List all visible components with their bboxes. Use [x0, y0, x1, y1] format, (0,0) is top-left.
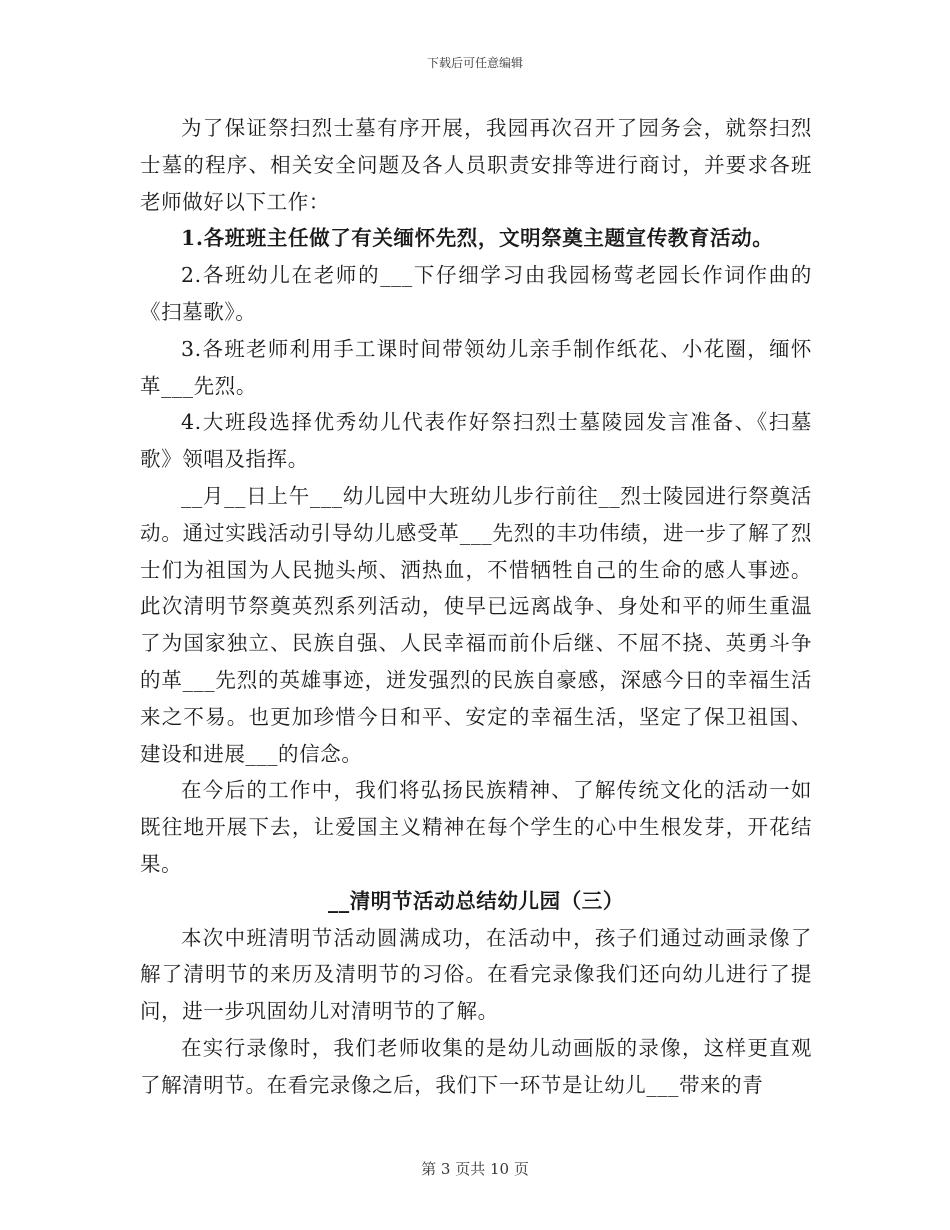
list-item-1: 1.各班班主任做了有关缅怀先烈，文明祭奠主题宣传教育活动。 [181, 226, 774, 251]
paragraph-video: 在实行录像时，我们老师收集的是幼儿动画版的录像，这样更直观了解清明节。在看完录像之后，我们下一环节是让幼儿___带来的青 [140, 1035, 812, 1097]
page-header: 下载后可任意编辑 [426, 56, 523, 70]
page-footer: 第 3 页共 10 页 [421, 1160, 529, 1178]
document-body [140, 110, 812, 1104]
paragraph-preparation: 为了保证祭扫烈士墓有序开展，我园再次召开了园务会，就祭扫烈士墓的程序、相关安全问题及各人员职责安排等进行商讨，并要求各班老师做好以下工作： [140, 116, 812, 214]
paragraph-summary: 本次中班清明节活动圆满成功，在活动中，孩子们通过动画录像了解了清明节的来历及清明节的习俗。在看完录像我们还向幼儿进行了提问，进一步巩固幼儿对清明节的了解。 [140, 925, 812, 1024]
list-item-4: 4.大班段选择优秀幼儿代表作好祭扫烈士墓陵园发言准备、《扫墓歌》领唱及指挥。 [140, 410, 812, 472]
paragraph-future: 在今后的工作中，我们将弘扬民族精神、了解传统文化的活动一如既往地开展下去，让爱国主义精神在每个学生的心中生根发芽，开花结果。 [140, 778, 812, 876]
section-heading: __清明节活动总结幼儿园（三） [328, 888, 624, 913]
list-item-2: 2.各班幼儿在老师的___下仔细学习由我园杨莺老园长作词作曲的《扫墓歌》。 [140, 263, 812, 324]
paragraph-activity: __月__日上午___幼儿园中大班幼儿步行前往__烈士陵园进行祭奠活动。通过实践活动引导幼儿感受革___先烈的丰功伟绩，进一步了解了烈士们为祖国为人民抛头颅、洒热血，不惜牺牲自己的生命的感人事迹。此次清明节祭奠英烈系列活动，使早已远离战争、身处和平的师生重温了为国家独立、民族自强、人民幸福而前仆后继、不屈不挠、英勇斗争的革___先烈的英雄事迹，迸发强烈的民族自豪感，深感今日的幸福生活来之不易。也更加珍惜今日和平、安定的幸福生活，坚定了保卫祖国、建设和进展___的信念。 [140, 483, 812, 766]
list-item-3: 3.各班老师利用手工课时间带领幼儿亲手制作纸花、小花圈，缅怀革___先烈。 [140, 336, 812, 398]
